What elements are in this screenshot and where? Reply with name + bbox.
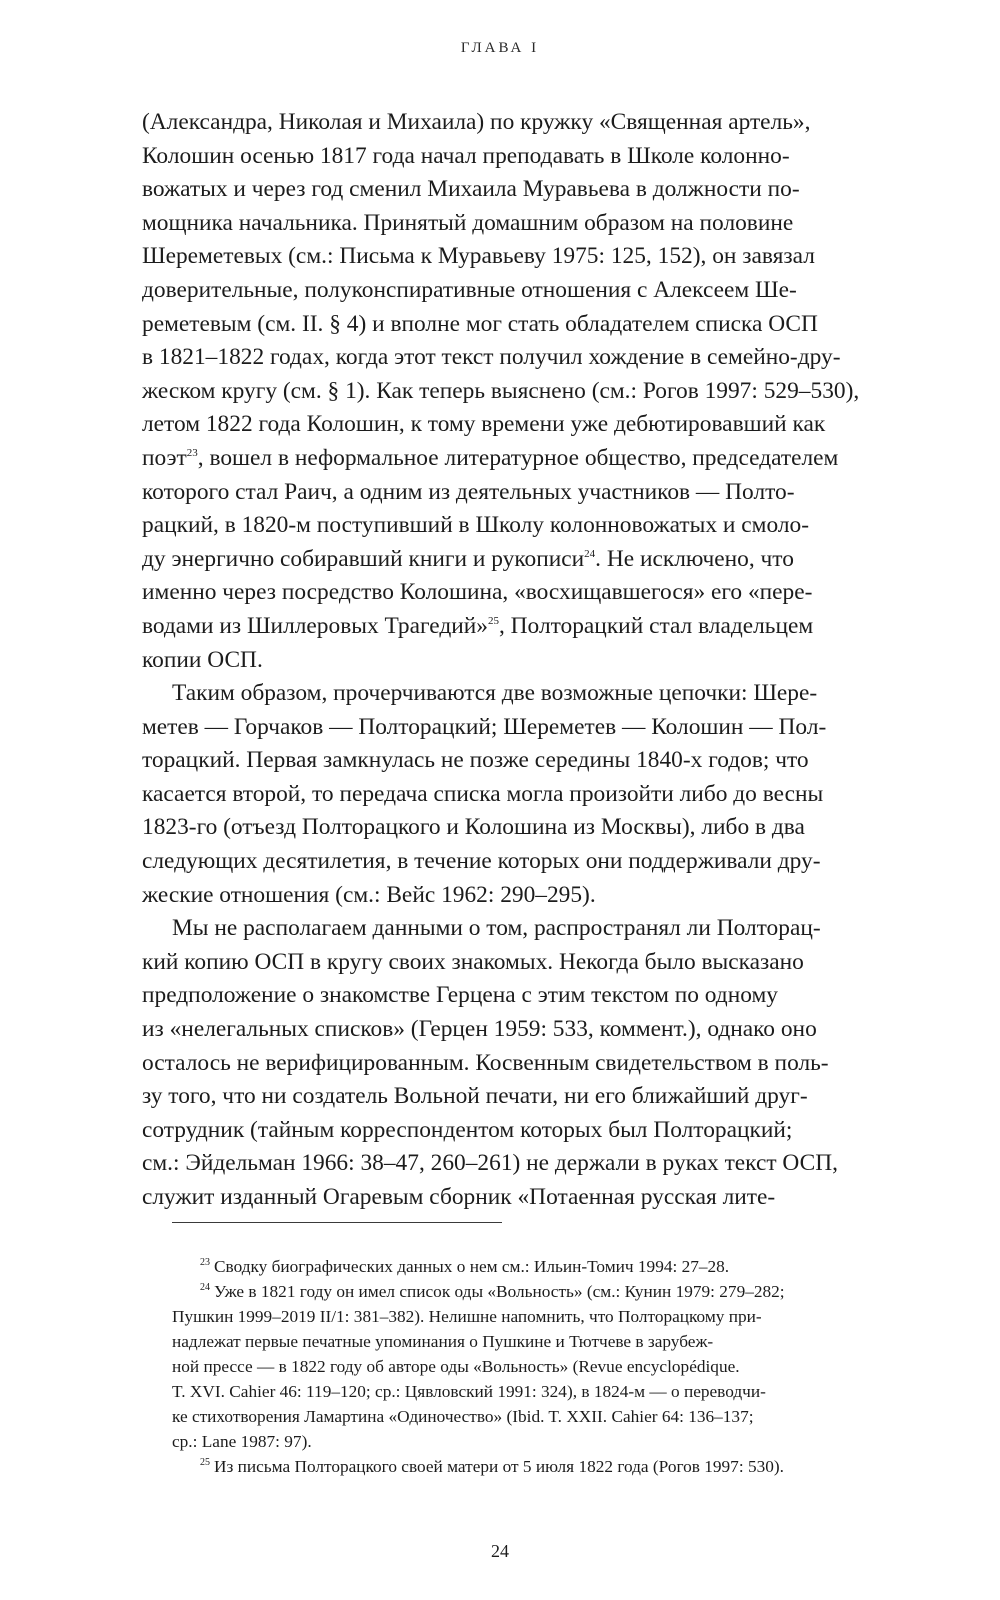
footnote-line <box>172 1379 872 1404</box>
text-segment: реметевым (см. II. § 4) и вполне мог стать обладателем списка ОСП <box>142 310 818 337</box>
text-segment: летом 1822 года Колошин, к тому времени уже дебютировавший как <box>142 411 826 438</box>
text-line <box>142 677 882 711</box>
footnote-line <box>172 1429 872 1454</box>
text-segment: осталось не верифицированным. Косвенным свидетельством в поль- <box>142 1049 829 1076</box>
text-line <box>142 375 882 409</box>
footnote-text: ной прессе — в 1822 году об авторе оды «Вольность» (Revue encyclopédique. <box>172 1357 740 1376</box>
text-line <box>142 140 882 174</box>
text-segment: из «нелегальных списков» (Герцен 1959: 533, коммент.), однако оно <box>142 1016 817 1043</box>
footnote-text: ке стихотворения Ламартина «Одиночество» (Ibid. T. XXII. Cahier 64: 136–137; <box>172 1407 754 1426</box>
text-line <box>142 744 882 778</box>
footnote-marker: 25 <box>487 615 499 628</box>
footnote-line <box>172 1279 872 1304</box>
text-segment: Таким образом, прочерчиваются две возможные цепочки: Шере- <box>172 680 818 707</box>
text-line <box>142 274 882 308</box>
body-text <box>142 106 882 1215</box>
footnote-text: ср.: Lane 1987: 97). <box>172 1432 312 1451</box>
text-line <box>142 341 882 375</box>
text-line <box>142 1114 882 1148</box>
text-segment: см.: Эйдельман 1966: 38–47, 260–261) не держали в руках текст ОСП, <box>142 1150 838 1177</box>
text-line <box>142 1147 882 1181</box>
footnote-number: 25 <box>200 1457 210 1469</box>
text-line <box>142 610 882 644</box>
footnotes <box>172 1254 872 1479</box>
text-line <box>142 946 882 980</box>
text-line <box>142 1181 882 1215</box>
text-segment: , Полторацкий стал владельцем <box>498 612 814 639</box>
footnote-text: Сводку биографических данных о нем см.: Ильин-Томич 1994: 27–28. <box>214 1257 730 1276</box>
footnote-text: надлежат первые печатные упоминания о Пушкине и Тютчеве в зарубеж- <box>172 1332 714 1351</box>
text-segment: в 1821–1822 годах, когда этот текст получил хождение в семейно-дру- <box>142 344 841 371</box>
text-line <box>142 207 882 241</box>
text-segment: кий копию ОСП в кругу своих знакомых. Некогда было высказано <box>142 948 804 975</box>
text-line <box>142 408 882 442</box>
text-segment: (Александра, Николая и Михаила) по кружку «Священная артель», <box>142 109 811 135</box>
text-segment: рацкий, в 1820-м поступивший в Школу колонновожатых и смоло- <box>142 512 809 539</box>
text-line <box>142 476 882 510</box>
text-segment: копии ОСП. <box>142 646 263 673</box>
text-segment: следующих десятилетия, в течение которых они поддерживали дру- <box>142 848 821 875</box>
text-line <box>142 778 882 812</box>
text-line <box>142 240 882 274</box>
text-segment: доверительные, полуконспиративные отношения с Алексеем Ше- <box>142 276 797 303</box>
text-line <box>142 1013 882 1047</box>
text-segment: ду энергично собиравший книги и рукописи <box>142 545 585 572</box>
footnote-text: Из письма Полторацкого своей матери от 5 июля 1822 года (Рогов 1997: 530). <box>214 1457 784 1476</box>
text-segment: именно через посредство Колошина, «восхищавшегося» его «пере- <box>142 579 813 606</box>
text-line <box>142 811 882 845</box>
text-segment: жеские отношения (см.: Вейс 1962: 290–295). <box>142 881 596 908</box>
text-segment: жеском кругу (см. § 1). Как теперь выяснено (см.: Рогов 1997: 529–530), <box>142 377 860 404</box>
text-segment: , вошел в неформальное литературное общество, председателем <box>197 444 839 471</box>
page-number: 24 <box>491 1541 509 1561</box>
footnote-text: Пушкин 1999–2019 II/1: 381–382). Нелишне напомнить, что Полторацкому при- <box>172 1307 762 1326</box>
footnote-number: 24 <box>200 1282 210 1294</box>
text-line <box>142 1047 882 1081</box>
text-segment: мощника начальника. Принятый домашним образом на половине <box>142 209 794 236</box>
footnote-line <box>172 1304 872 1329</box>
text-line <box>142 442 882 476</box>
text-segment: Шереметевых (см.: Письма к Муравьеву 1975: 125, 152), он завязал <box>142 243 815 270</box>
text-segment: 1823-го (отъезд Полторацкого и Колошина из Москвы), либо в два <box>142 814 805 841</box>
footnote-line <box>172 1404 872 1429</box>
text-line <box>142 173 882 207</box>
running-head: ГЛАВА I <box>460 40 540 56</box>
text-segment: сотрудник (тайным корреспондентом которых был Полторацкий; <box>142 1116 793 1143</box>
text-segment: водами из Шиллеровых Трагедий» <box>142 612 488 639</box>
text-segment: зу того, что ни создатель Вольной печати, ни его ближайший друг- <box>142 1083 808 1110</box>
text-segment: касается второй, то передача списка могла произойти либо до весны <box>142 780 824 807</box>
text-line <box>142 912 882 946</box>
footnote-text: Уже в 1821 году он имел список оды «Вольность» (см.: Кунин 1979: 279–282; <box>214 1282 785 1301</box>
text-line <box>142 1080 882 1114</box>
text-segment: метев — Горчаков — Полторацкий; Шереметев — Колошин — Пол- <box>142 713 827 740</box>
footnote-line <box>172 1354 872 1379</box>
text-line <box>142 644 882 678</box>
footnote-line <box>172 1329 872 1354</box>
text-line <box>142 711 882 745</box>
text-segment: предположение о знакомстве Герцена с этим текстом по одному <box>142 982 778 1009</box>
text-segment: вожатых и через год сменил Михаила Муравьева в должности по- <box>142 176 800 203</box>
footnote-text: T. XVI. Cahier 46: 119–120; ср.: Цявловский 1991: 324), в 1824-м — о переводчи- <box>172 1382 766 1401</box>
footnote-line <box>172 1254 872 1279</box>
text-line <box>142 845 882 879</box>
footnote-number: 23 <box>200 1257 210 1269</box>
text-segment: торацкий. Первая замкнулась не позже середины 1840-х годов; что <box>142 747 809 774</box>
text-segment: служит изданный Огаревым сборник «Потаенная русская лите- <box>142 1184 776 1210</box>
text-line <box>142 308 882 342</box>
footnote-marker: 23 <box>186 447 198 460</box>
text-line <box>142 509 882 543</box>
text-segment: . Не исключено, что <box>595 545 794 572</box>
text-line <box>142 979 882 1013</box>
text-line <box>142 543 882 577</box>
text-segment: Колошин осенью 1817 года начал преподавать в Школе колонно- <box>142 142 790 169</box>
text-line <box>142 879 882 913</box>
text-segment: которого стал Раич, а одним из деятельных участников — Полто- <box>142 478 795 505</box>
footnote-line <box>172 1454 872 1479</box>
text-segment: поэт <box>142 444 187 471</box>
text-line <box>142 106 882 140</box>
footnote-divider <box>172 1222 502 1223</box>
text-line <box>142 576 882 610</box>
text-segment: Мы не располагаем данными о том, распространял ли Полторац- <box>172 915 821 942</box>
footnote-marker: 24 <box>584 547 596 560</box>
